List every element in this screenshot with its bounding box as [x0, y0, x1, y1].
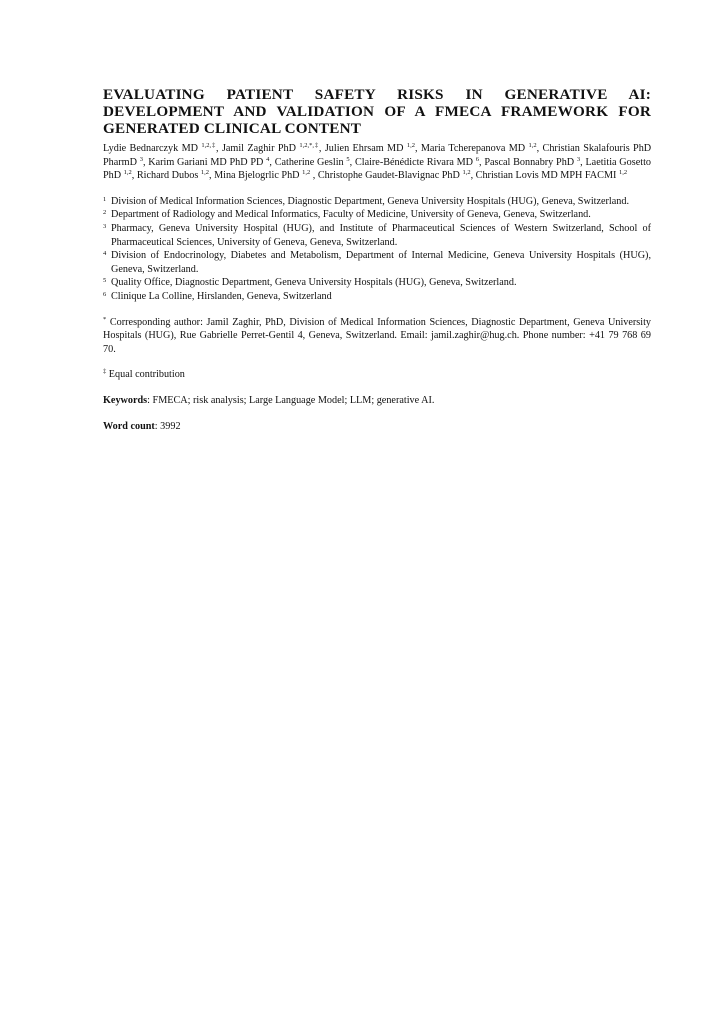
author-affiliation-marks: 4 — [266, 155, 270, 163]
author-affiliation-marks: 3 — [139, 155, 143, 163]
author-affiliation-marks: 1,2 — [618, 169, 628, 177]
author-affiliation-marks: 1,2,*,‡ — [299, 142, 319, 149]
author-affiliation-marks: 3 — [576, 155, 581, 163]
author-affiliation-marks: 6 — [475, 155, 480, 163]
author-separator: , — [479, 156, 485, 168]
affiliation-text: Division of Endocrinology, Diabetes and Metabolism, Department of Internal Medicine, Geneva University Hospitals (HUG), Geneva, Switzerland. — [111, 250, 651, 275]
author-name: Maria Tcherepanova MD — [420, 143, 526, 154]
paper-title — [103, 86, 651, 137]
affiliation-text: Department of Radiology and Medical Informatics, Faculty of Medicine, University of Geneva, Geneva, Switzerland. — [111, 209, 591, 221]
affiliation-item — [103, 208, 651, 222]
author-affiliation-marks: 5 — [346, 155, 350, 163]
affiliation-item — [103, 222, 651, 249]
author-affiliation-marks: 1,2,‡ — [201, 142, 217, 149]
author-separator: , — [310, 170, 318, 182]
keywords — [103, 394, 651, 408]
word-count — [103, 420, 651, 434]
author-name: Catherine Geslin — [274, 156, 344, 168]
author-affiliation-marks: 1,2 — [123, 169, 132, 177]
affiliation-item — [103, 276, 651, 290]
author-name: Laetitia Gosetto PhD — [103, 156, 652, 182]
affiliation-number: 3 — [103, 222, 107, 230]
author-name: Pascal Bonnabry PhD — [484, 156, 575, 168]
affiliation-number: 2 — [103, 209, 107, 217]
equal-contribution-note — [103, 368, 651, 382]
author-name: Mina Bjelogrlic PhD — [214, 170, 300, 182]
author-separator: , — [349, 156, 355, 168]
affiliation-item — [103, 249, 651, 276]
author-name: Lydie Bednarczyk MD — [103, 143, 198, 154]
word-count-label: Word count — [103, 420, 155, 432]
author-separator: , — [470, 170, 476, 182]
affiliation-text: Division of Medical Information Sciences, Diagnostic Department, Geneva University Hospitals (HUG), Geneva, Switzerland. — [111, 195, 630, 207]
title-line: DEVELOPMENT AND VALIDATION OF A FMECA FRAMEWORK FOR — [103, 103, 651, 120]
author-name: Julien Ehrsam MD — [324, 143, 404, 154]
corresponding-text: Corresponding author: Jamil Zaghir, PhD, Division of Medical Information Sciences, Diagnostic Department, Geneva University Hospitals (HUG), Rue Gabrielle Perret-Gentil 4, Geneva, Switzerland. Email: jamil.zaghir@hug.ch. Phone number: +41 79 768 69 70. — [103, 316, 652, 355]
author-separator: , — [318, 143, 325, 154]
author-separator: , — [580, 156, 586, 168]
author-name: Karim Gariani MD PhD PD — [148, 156, 264, 168]
author-separator: , — [131, 170, 137, 182]
affiliation-list — [103, 195, 651, 304]
author-name: Claire-Bénédicte Rivara MD — [354, 156, 474, 168]
keywords-value: : FMECA; risk analysis; Large Language Model; LLM; generative AI. — [147, 394, 435, 406]
equal-mark: ‡ — [103, 368, 107, 376]
word-count-value: : 3992 — [154, 420, 181, 432]
equal-text: Equal contribution — [108, 369, 185, 381]
affiliation-text: Pharmacy, Geneva University Hospital (HUG), and Institute of Pharmaceutical Sciences of Western Switzerland, School of Pharmaceutical Sciences, University of Geneva, Geneva, Switzerland. — [111, 222, 651, 248]
author-name: Christian Skalafouris PhD PharmD — [103, 143, 652, 168]
affiliation-number: 5 — [103, 277, 107, 285]
author-name: Richard Dubos — [136, 170, 199, 182]
author-separator: , — [536, 143, 543, 154]
title-line: GENERATED CLINICAL CONTENT — [103, 120, 362, 137]
affiliation-item — [103, 195, 651, 209]
affiliation-item — [103, 290, 651, 304]
author-name: Christian Lovis MD MPH FACMI — [475, 170, 617, 182]
author-affiliation-marks: 1,2 — [462, 169, 471, 177]
author-separator: , — [414, 143, 421, 154]
paper-front-page — [103, 86, 651, 433]
author-affiliation-marks: 1,2 — [200, 169, 209, 177]
author-list — [103, 142, 651, 183]
affiliation-text: Quality Office, Diagnostic Department, Geneva University Hospitals (HUG), Geneva, Switzerland. — [111, 277, 517, 289]
keywords-label: Keywords — [103, 394, 148, 406]
corresponding-author — [103, 316, 651, 357]
author-affiliation-marks: 1,2 — [302, 169, 311, 177]
author-separator: , — [216, 143, 222, 154]
affiliation-text: Clinique La Colline, Hirslanden, Geneva, Switzerland — [111, 290, 332, 302]
affiliation-number: 1 — [103, 195, 107, 203]
affiliation-number: 4 — [103, 250, 107, 258]
author-separator: , — [142, 156, 149, 168]
author-separator: , — [269, 156, 275, 168]
affiliation-number: 6 — [103, 290, 107, 298]
author-affiliation-marks: 1,2 — [406, 142, 415, 149]
author-separator: , — [208, 170, 215, 182]
corresponding-mark: * — [103, 315, 107, 323]
author-affiliation-marks: 1,2 — [528, 142, 537, 149]
author-name: Jamil Zaghir PhD — [221, 143, 297, 154]
author-name: Christophe Gaudet-Blavignac PhD — [317, 170, 460, 182]
title-line: EVALUATING PATIENT SAFETY RISKS IN GENERATIVE AI: — [103, 86, 651, 103]
